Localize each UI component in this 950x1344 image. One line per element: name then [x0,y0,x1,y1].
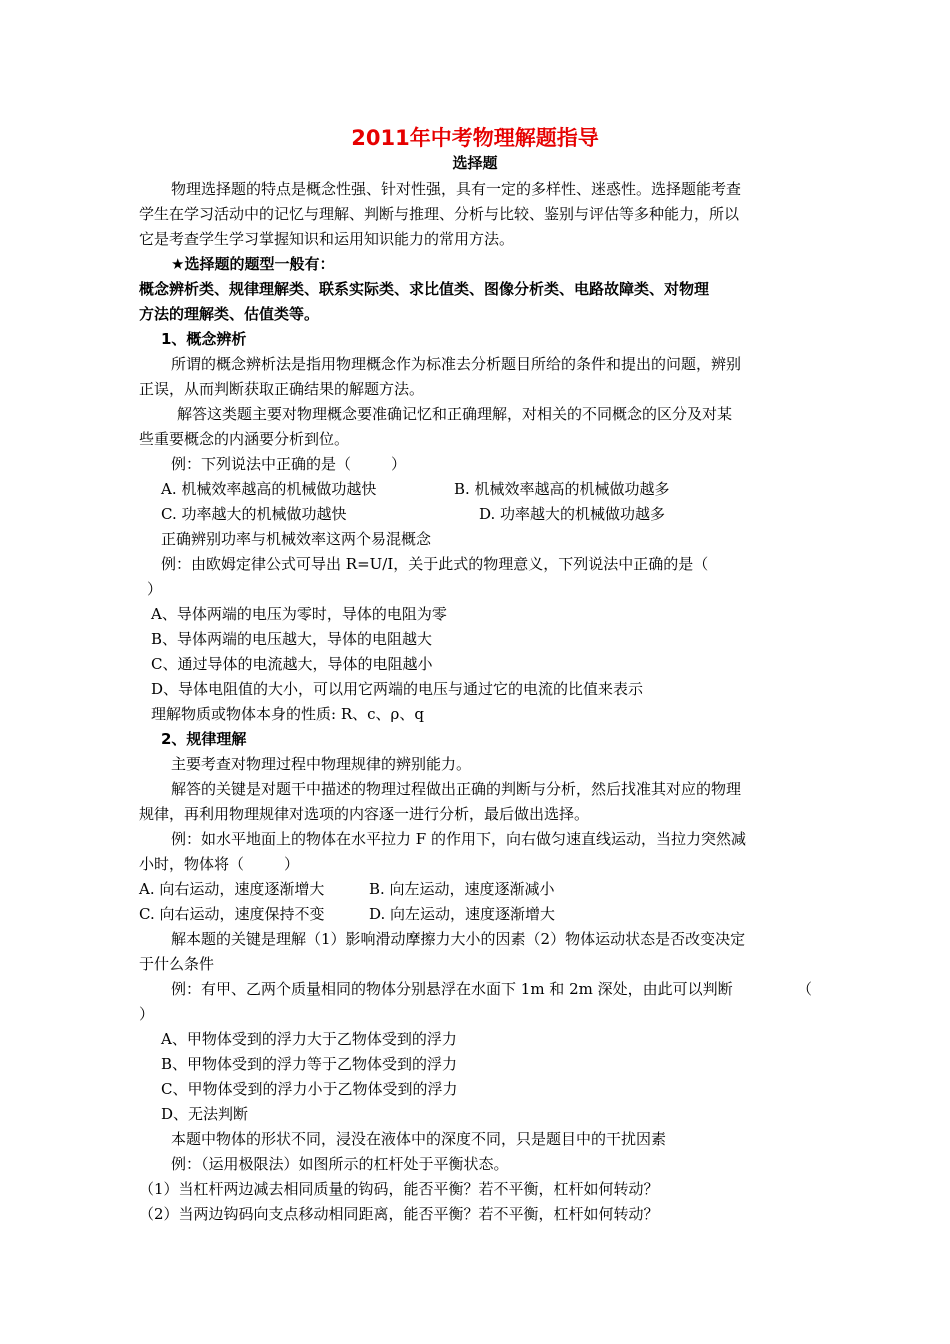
note-line: 本题中物体的形状不同，浸没在液体中的深度不同，只是题目中的干扰因素 [171,1130,667,1148]
paragraph-line: 它是考查学生学习掌握知识和运用知识能力的常用方法。 [139,230,515,248]
paragraph-line: 于什么条件 [139,955,215,973]
paragraph-line: 概念辨析类、规律理解类、联系实际类、求比值类、图像分析类、电路故障类、对物理 [139,280,710,298]
note-line: 正确辨别功率与机械效率这两个易混概念 [161,530,432,548]
question-text: 小时，物体将（ [139,855,245,873]
option-b: B、甲物体受到的浮力等于乙物体受到的浮力 [161,1055,458,1073]
paragraph-line: 解答这类题主要对物理概念要准确记忆和正确理解，对相关的不同概念的区分及对某 [177,405,733,423]
question-bracket: ） [284,855,300,873]
option-d: D、无法判断 [161,1105,249,1123]
example-question [171,454,406,474]
example-question: 例：（运用极限法）如图所示的杠杆处于平衡状态。 [171,1155,509,1173]
paragraph-line: ★选择题的题型一般有： [171,255,335,273]
section-subtitle: 选择题 [452,154,498,172]
example-question: 例：有甲、乙两个质量相同的物体分别悬浮在水面下 1m 和 2m 深处，由此可以判断 [171,980,733,998]
sub-question: （2）当两边钩码向支点移动相同距离，能否平衡？若不平衡，杠杆如何转动？ [139,1205,659,1223]
paragraph-line: 物理选择题的特点是概念性强、针对性强，具有一定的多样性、迷惑性。选择题能考查 [171,180,742,198]
paragraph-line: 解本题的关键是理解（1）影响滑动摩擦力大小的因素（2）物体运动状态是否改变决定 [171,930,746,948]
option-c: C. 向右运动，速度保持不变 [139,905,325,923]
question-bracket-open: （ [797,980,813,998]
option-c: C、通过导体的电流越大，导体的电阻越小 [151,655,433,673]
paragraph-line: 主要考查对物理过程中物理规律的辨别能力。 [171,755,472,773]
option-c: C、甲物体受到的浮力小于乙物体受到的浮力 [161,1080,458,1098]
paragraph-line: 正误，从而判断获取正确结果的解题方法。 [139,380,425,398]
paragraph-line: 方法的理解类、估值类等。 [139,305,320,323]
sub-question: （1）当杠杆两边减去相同质量的钩码，能否平衡？若不平衡，杠杆如何转动？ [139,1180,659,1198]
option-b: B. 向左运动，速度逐渐减小 [369,880,555,898]
example-question: 例：由欧姆定律公式可导出 R=U/I，关于此式的物理意义，下列说法中正确的是（ [161,555,709,573]
option-d: D. 功率越大的机械做功越多 [479,505,666,523]
note-line: 理解物质或物体本身的性质: R、c、ρ、q [151,705,424,723]
paragraph-line: 些重要概念的内涵要分析到位。 [139,430,350,448]
question-bracket: ） [391,455,407,473]
example-question: 例：如水平地面上的物体在水平拉力 F 的作用下，向右做匀速直线运动，当拉力突然减 [171,830,746,848]
question-text: 例：下列说法中正确的是（ [171,455,352,473]
option-c: C. 功率越大的机械做功越快 [161,505,347,523]
option-a: A、导体两端的电压为零时，导体的电阻为零 [151,605,447,623]
section-heading: 1、概念辨析 [161,330,247,348]
document-title: 2011年中考物理解题指导 [351,126,599,150]
question-bracket: ） [147,580,163,598]
example-question [139,854,299,874]
option-b: B. 机械效率越高的机械做功越多 [454,480,670,498]
paragraph-line: 解答的关键是对题干中描述的物理过程做出正确的判断与分析，然后找准其对应的物理 [171,780,742,798]
section-heading: 2、规律理解 [161,730,247,748]
question-bracket: ） [139,1005,155,1023]
option-a: A. 向右运动，速度逐渐增大 [139,880,325,898]
option-a: A. 机械效率越高的机械做功越快 [161,480,377,498]
option-b: B、导体两端的电压越大，导体的电阻越大 [151,630,433,648]
option-d: D、导体电阻值的大小，可以用它两端的电压与通过它的电流的比值来表示 [151,680,644,698]
paragraph-line: 规律，再利用物理规律对选项的内容逐一进行分析，最后做出选择。 [139,805,590,823]
option-a: A、甲物体受到的浮力大于乙物体受到的浮力 [161,1030,457,1048]
paragraph-line: 所谓的概念辨析法是指用物理概念作为标准去分析题目所给的条件和提出的问题，辨别 [171,355,742,373]
option-d: D. 向左运动，速度逐渐增大 [369,905,556,923]
paragraph-line: 学生在学习活动中的记忆与理解、判断与推理、分析与比较、鉴别与评估等多种能力，所以 [139,205,740,223]
